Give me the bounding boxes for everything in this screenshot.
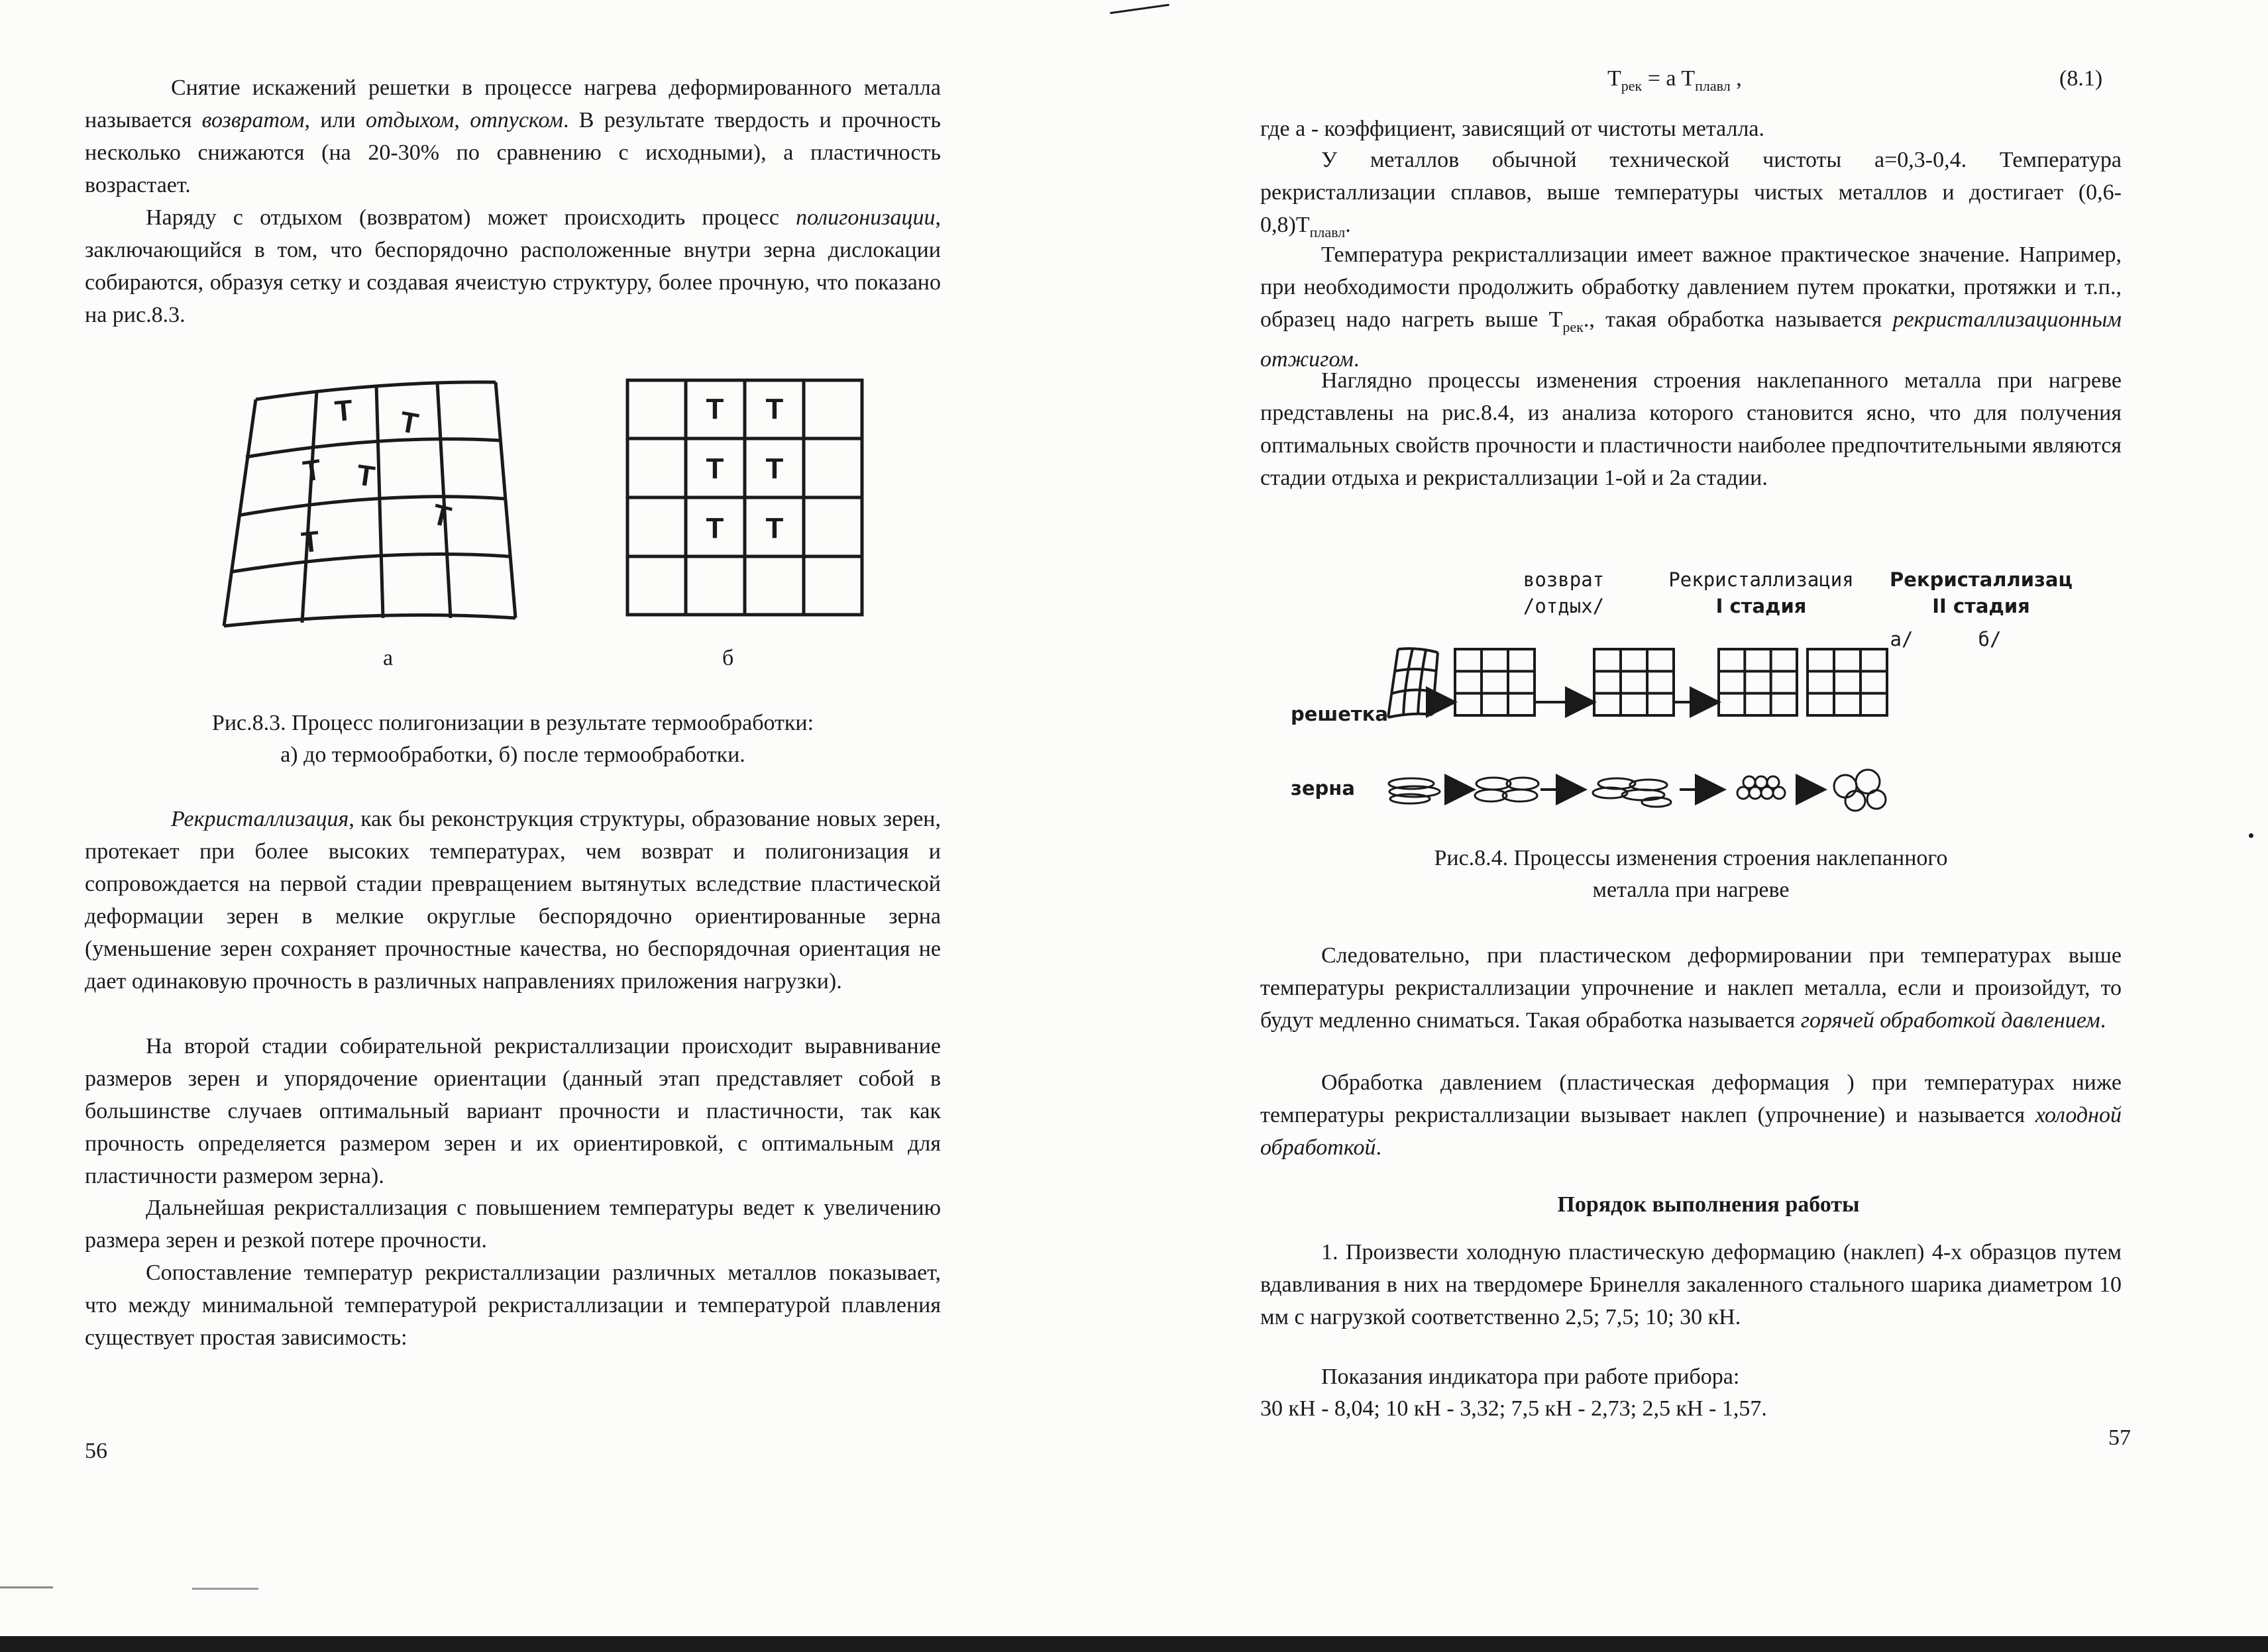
formula: $T_{рек} = a$ $T_{плавл}$ , <box>1607 66 1742 94</box>
page-number: 56 <box>85 1439 107 1463</box>
formula-number: (8.1) <box>2059 66 2103 91</box>
paragraph: Температура рекристаллизации имеет важное практическое значение. Например, при необходимости продолжить обработку давлением путем прокатки, протяжки и т.п., образец надо нагреть выше $T_{рек}$., такая обработка называется рекристаллизационным отжигом. <box>1260 242 2122 372</box>
paragraph: Наряду с отдыхом (возвратом) может происходить процесс полигонизации, заключающийся в том, что беспорядочно расположенные внутри зерна дислокации собираются, образуя сетку и создавая ячеистую структуру, более прочную, что показано на рис.8.3. <box>85 205 941 327</box>
paragraph: У металлов обычной технической чистоты a=0,3-0,4. Температура рекристаллизации сплавов, выше температуры чистых металлов и достигает $(0,6-0,8)T_{плавл}$. <box>1260 148 2122 240</box>
figure-8-4-diagram <box>1385 646 2077 818</box>
paragraph: Показания индикатора при работе прибора: <box>1321 1365 1740 1389</box>
stage-label-recrystallization-1: Рекристаллизация I стадия <box>1668 568 1854 617</box>
section-title: Порядок выполнения работы <box>1557 1192 1860 1217</box>
figure-caption: Рис.8.4. Процессы изменения строения наклепанного металла при нагреве <box>1434 846 1948 902</box>
stage-label-recrystallization-2: Рекристаллизац II стадия <box>1890 568 2073 617</box>
paragraph: 1. Произвести холодную пластическую деформацию (наклеп) 4-х образцов путем вдавливания в них на твердомере Бринелля закаленного стального шарика диаметром 10 мм с нагрузкой соответственно 2,5; 7,5; 10; 30 кН. <box>1260 1240 2122 1329</box>
page-number: 57 <box>2108 1425 2131 1450</box>
sub-label-a: а/ <box>1890 628 1914 650</box>
paragraph: Рекристаллизация, как бы реконструкция структуры, образование новых зерен, протекает при более высоких температурах, чем возврат и полигонизация и сопровождается на первой стадии превращением вытянутых вследствие пластической деформации зерен в мелкие округлые беспорядочно ориентированные зерна (уменьшение зерен сохраняет прочностные качества, но беспорядочная ориентация не дает одинаковую прочность в различных направлениях приложения нагрузки). <box>85 807 941 994</box>
paragraph: 30 кН - 8,04; 10 кН - 3,32; 7,5 кН - 2,73; 2,5 кН - 1,57. <box>1260 1396 1767 1421</box>
paragraph: Сопоставление температур рекристаллизации различных металлов показывает, что между минимальной температурой рекристаллизации и температурой плавления существует простая зависимость: <box>85 1261 941 1350</box>
dislocation-symbol: T <box>299 525 321 560</box>
dislocation-symbol: T <box>429 497 455 534</box>
left-page <box>0 0 1133 1652</box>
dislocation-symbol: T <box>706 512 724 544</box>
paragraph: Дальнейшая рекристаллизация с повышением температуры ведет к увеличению размера зерен и резкой потере прочности. <box>85 1196 941 1253</box>
dislocation-symbol: T <box>354 458 377 493</box>
figure-8-3b-polygonized-lattice <box>626 379 865 617</box>
row-label-grains: зерна <box>1291 777 1355 800</box>
dislocation-symbol: T <box>398 405 421 441</box>
row-label-lattice: решетка <box>1291 703 1388 725</box>
stage-label-recovery: возврат /отдых/ <box>1523 568 1605 617</box>
dislocation-symbol: T <box>301 453 323 488</box>
dislocation-symbol: T <box>706 393 724 425</box>
dislocation-symbol: T <box>765 512 784 544</box>
figure-label-a: а <box>383 646 394 670</box>
sub-label-b: б/ <box>1978 628 2002 650</box>
paragraph: где а - коэффициент, зависящий от чистоты металла. <box>1260 117 1765 141</box>
figure-label-b: б <box>722 646 734 670</box>
figure-8-3a-distorted-lattice <box>224 374 529 629</box>
dislocation-symbol: T <box>765 393 784 425</box>
dislocation-symbol: T <box>333 393 354 429</box>
paragraph: Следовательно, при пластическом деформировании при температурах выше температуры рекристаллизации упрочнение и наклеп металла, если и произойдут, то будут медленно сниматься. Такая обработка называется горячей обработкой давлением. <box>1260 943 2122 1033</box>
paragraph: Обработка давлением (пластическая деформация ) при температурах ниже температуры рекристаллизации вызывает наклеп (упрочнение) и называется холодной обработкой. <box>1260 1070 2122 1160</box>
dislocation-symbol: T <box>706 452 724 485</box>
paragraph: Снятие искажений решетки в процессе нагрева деформированного металла называется возвратом, или отдыхом, отпуском. В результате твердость и прочность несколько снижаются (на 20-30% по сравнению с исходными), а пластичность возрастает. <box>85 76 941 197</box>
figure-caption: Рис.8.3. Процесс полигонизации в результате термообработки: а) до термообработки, б) после термообработки. <box>211 711 814 767</box>
right-page <box>1133 0 2268 1652</box>
paragraph: На второй стадии собирательной рекристаллизации происходит выравнивание размеров зерен и упорядочение ориентации (данный этап представляет собой в большинстве случаев оптимальный вариант прочности и пластичности, так как прочность определяется размером зерен и их ориентировкой, с оптимальным для пластичности размером зерна). <box>85 1034 941 1188</box>
paragraph: Наглядно процессы изменения строения наклепанного металла при нагреве представлены на рис.8.4, из анализа которого становится ясно, что для получения оптимальных свойств прочности и пластичности наиболее предпочтительными являются стадии отдыха и рекристаллизации 1-ой и 2а стадии. <box>1260 368 2122 490</box>
dislocation-symbol: T <box>765 452 784 485</box>
